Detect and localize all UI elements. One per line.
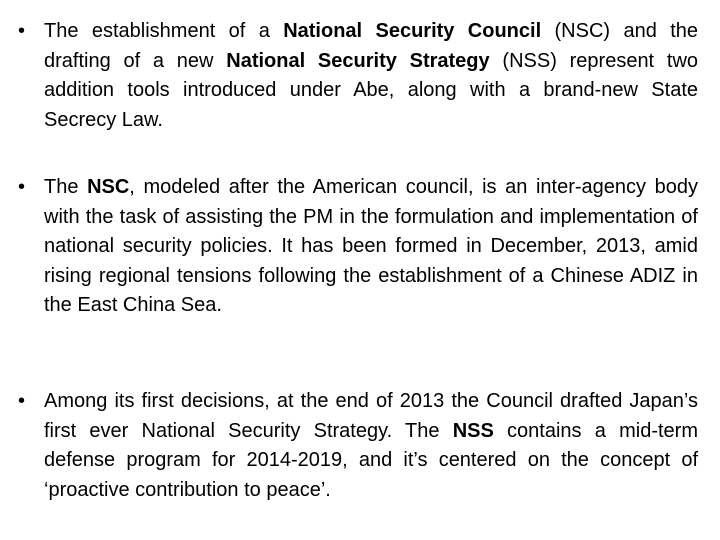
bold-text: NSC [87, 176, 130, 198]
bullet-dot-icon: • [18, 20, 26, 42]
bold-text: National Security Council [283, 20, 542, 42]
text: contains a mid-term defense program for 2014-2019, and it’s centered on the concept of ‘proactive contribution to peace’. [44, 419, 699, 501]
text: The [44, 176, 88, 198]
bullet-nsc-nss-intro [18, 17, 699, 135]
bold-text: National Security Strategy [226, 49, 490, 72]
text: Among its first decisions, at the end of 2013 the Council drafted Japan’s first ever National Security Strategy. The [44, 390, 698, 442]
bullet-dot-icon: • [18, 176, 26, 198]
text: (NSS) represent two addition tools introduced under Abe, along with a brand-new State Secrecy Law. [44, 49, 699, 131]
bullet-nsc-description [18, 173, 698, 321]
text: The establishment of a [44, 20, 284, 42]
text: , modeled after the American council, is an inter-agency body with the task of assisting the PM in the formulation and implementation of national security policies. It has been formed in December, 2013, amid rising regional tensions following the establishment of a Chinese ADIZ in the East China Sea. [44, 176, 698, 316]
bullet-dot-icon: • [18, 390, 26, 412]
bullet-nss-description [18, 387, 699, 505]
text: (NSC) and the drafting of a new [44, 20, 698, 72]
bold-text: NSS [452, 419, 494, 442]
